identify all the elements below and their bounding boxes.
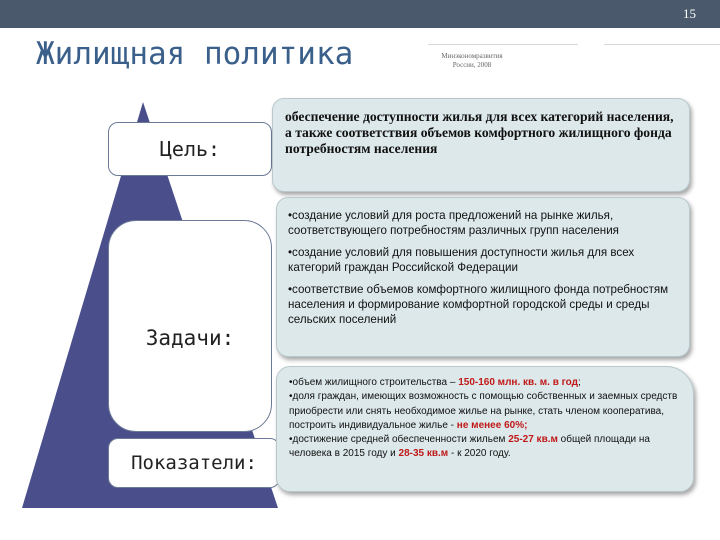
indicator-highlight: не менее 60%; — [456, 419, 528, 431]
task-item: •создание условий для роста предложений на рынке жилья, соответствующего потребностям различных групп населения — [288, 209, 619, 237]
goal-box — [272, 98, 690, 192]
source-credit: Минэкономразвития России, 2008 — [441, 52, 503, 70]
indicator-item — [289, 390, 685, 433]
indicator-text: общей площади на человека в 2015 году и — [289, 434, 650, 460]
indicator-text: •объем жилищного строительства – — [289, 377, 459, 388]
task-item: •создание условий для повышения доступности жилья для всех категорий граждан Российской Федерации — [288, 246, 635, 274]
indicator-highlight: 25-27 кв.м — [508, 434, 558, 446]
indicator-item — [289, 376, 685, 390]
tasks-label-text: Задачи: — [145, 326, 235, 350]
tasks-box — [276, 197, 690, 357]
task-item: •соответствие объемов комфортного жилищного фонда потребностям населения и формирование комфортной городской среды и среды сельских поселений — [288, 283, 669, 326]
goal-text: обеспечение доступности жилья для всех категорий населения, а также соответствия объемов комфортного жилищного фонда потребностям населения — [285, 109, 674, 156]
tasks-list — [277, 198, 689, 327]
slide-number: 15 — [683, 6, 696, 21]
indicator-text: •достижение средней обеспеченности жильем — [289, 434, 509, 446]
indicators-box — [276, 366, 694, 492]
goal-label-text: Цель: — [159, 137, 221, 161]
indicators-label-text: Показатели: — [131, 452, 257, 474]
indicator-item — [289, 433, 685, 462]
page-title: Жилищная политика — [36, 36, 354, 72]
indicator-highlight: 150-160 млн. кв. м. в год — [458, 377, 578, 388]
indicator-text: - к 2020 году. — [448, 448, 511, 460]
indicator-text: ; — [577, 377, 581, 388]
indicators-list — [277, 367, 693, 462]
indicator-highlight: 28-35 кв.м — [398, 448, 449, 460]
indicators-label — [108, 438, 280, 488]
goal-label — [108, 122, 272, 176]
tasks-label — [108, 220, 272, 432]
indicator-text: •доля граждан, имеющих возможность с помощью собственных и заемных средств приобрести или снять необходимое жилье на рынке, стать членом кооператива, построить индивидуальное жилье - — [289, 391, 678, 431]
